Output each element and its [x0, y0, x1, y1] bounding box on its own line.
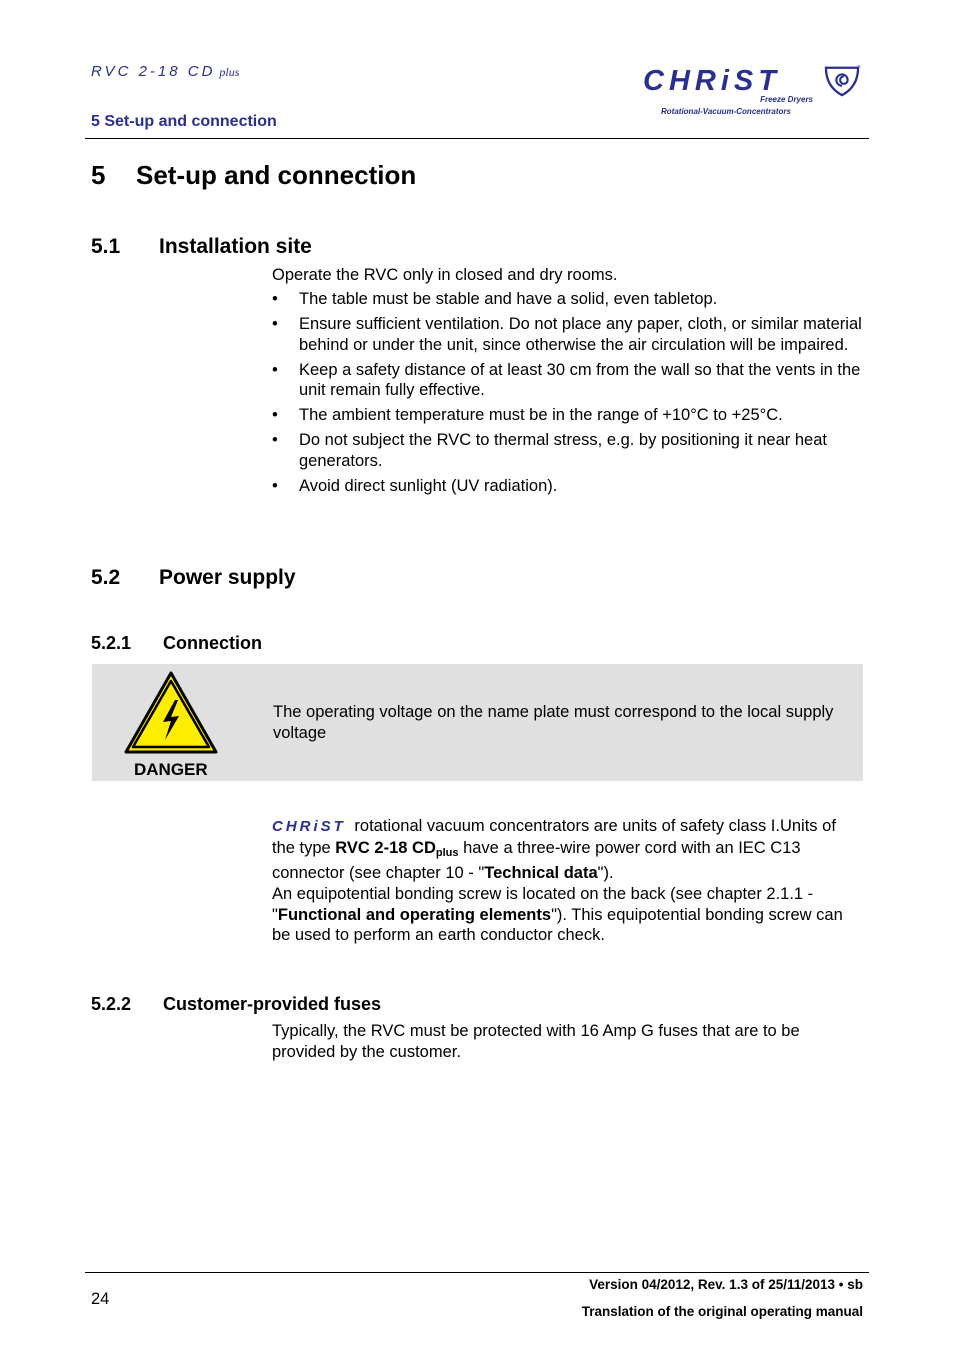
registered-mark: ®: [857, 65, 861, 71]
danger-notice: [92, 664, 863, 781]
christ-logo: [643, 62, 865, 122]
installation-bullets: [272, 289, 862, 501]
subsection-heading-fuses: 5.2.2 Customer-provided fuses: [91, 994, 382, 1014]
list-item: • The ambient temperature must be in the range of +10°C to +25°C.: [272, 405, 862, 426]
danger-text: The operating voltage on the name plate must correspond to the local supply voltage: [273, 703, 834, 742]
list-item: • Avoid direct sunlight (UV radiation).: [272, 476, 862, 497]
list-item: • Keep a safety distance of at least 30 cm from the wall so that the vents in the unit remain fully effective.: [272, 360, 862, 401]
subsection-heading-connection: 5.2.1 Connection: [91, 633, 262, 653]
list-item: • The table must be stable and have a solid, even tabletop.: [272, 289, 862, 310]
section-heading-power: 5.2 Power supply: [91, 566, 296, 589]
version-info: Version 04/2012, Rev. 1.3 of 25/11/2013 • sb: [589, 1277, 863, 1292]
product-name: RVC 2-18 CD plus: [91, 63, 240, 80]
logo-line1: Freeze Dryers: [760, 95, 813, 104]
christ-brand-wordmark: CHRiST: [272, 818, 346, 835]
list-item: • Ensure sufficient ventilation. Do not place any paper, cloth, or similar material behind or under the unit, since otherwise the air circulation will be impaired.: [272, 314, 862, 355]
section-heading-installation: 5.1 Installation site: [91, 235, 312, 258]
logo-emblem-icon: [823, 64, 861, 98]
chapter-ref-technical-data: Technical data: [484, 864, 598, 882]
chapter-heading: 5 Set-up and connection: [91, 160, 417, 190]
chapter-ref-functional-elements: Functional and operating elements: [277, 905, 552, 924]
product-suffix: plus: [219, 65, 240, 79]
logo-line2: Rotational-Vacuum-Concentrators: [661, 107, 791, 116]
high-voltage-warning-icon: [123, 670, 219, 756]
running-section-title: 5 Set-up and connection: [91, 113, 277, 130]
connection-paragraph-2: An equipotential bonding screw is located on the back (see chapter 2.1.1 - "Functional and operating elements"). This equipotential bonding screw can be used to perform an earth conductor check.: [272, 885, 843, 944]
model-name: RVC 2-18 $CD_{plus}$: [335, 838, 459, 859]
page-number: 24: [91, 1290, 110, 1308]
header-rule: [85, 138, 869, 139]
footer-rule: [85, 1272, 869, 1273]
installation-intro: Operate the RVC only in closed and dry rooms.: [272, 266, 618, 284]
fuses-text: Typically, the RVC must be protected with 16 Amp G fuses that are to be provided by the customer.: [272, 1022, 800, 1061]
logo-wordmark: CHRiST: [643, 65, 781, 97]
connection-paragraph-1: CHRiST rotational vacuum concentrators are units of safety class I.Units of the type RVC 2-18 $CD_{plus}$ have a three-wire power cord with an IEC C13 connector (see chapter 10 - "Technical data").: [272, 817, 836, 882]
list-item: • Do not subject the RVC to thermal stress, e.g. by positioning it near heat generators.: [272, 430, 862, 471]
danger-label: DANGER: [134, 760, 208, 779]
translation-note: Translation of the original operating manual: [581, 1304, 863, 1319]
